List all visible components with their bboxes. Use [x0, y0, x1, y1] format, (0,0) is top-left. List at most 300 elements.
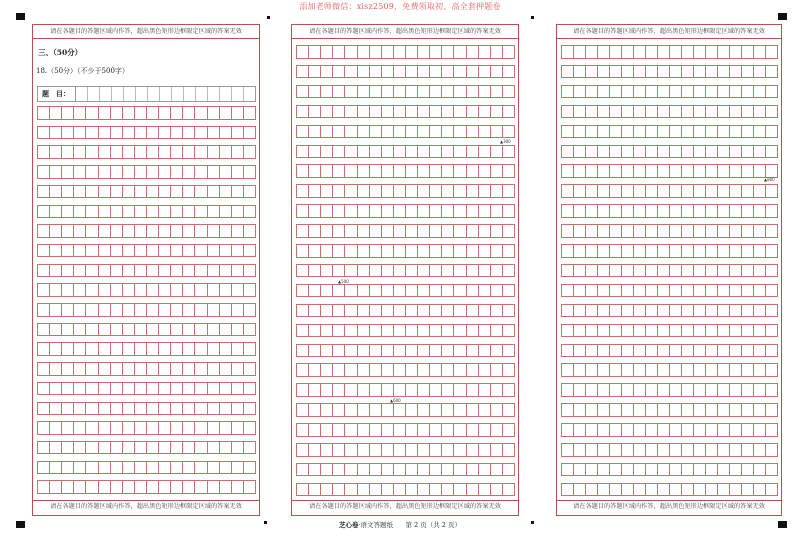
grid-cell[interactable]: [158, 323, 170, 337]
grid-cell[interactable]: [478, 145, 490, 159]
grid-cell[interactable]: [502, 244, 515, 258]
grid-cell[interactable]: [369, 125, 381, 139]
grid-cell[interactable]: [344, 65, 356, 79]
grid-cell[interactable]: [37, 323, 49, 337]
grid-cell[interactable]: [308, 463, 320, 477]
title-cell[interactable]: [124, 87, 136, 101]
grid-cell[interactable]: [441, 105, 453, 119]
grid-cell[interactable]: [110, 323, 122, 337]
grid-cell[interactable]: [490, 304, 502, 318]
grid-cell[interactable]: [693, 45, 705, 59]
grid-cell[interactable]: [502, 324, 515, 338]
grid-cell[interactable]: [478, 304, 490, 318]
grid-cell[interactable]: [207, 402, 219, 416]
grid-cell[interactable]: [243, 342, 256, 356]
grid-cell[interactable]: [705, 324, 717, 338]
grid-cell[interactable]: [182, 421, 194, 435]
grid-cell[interactable]: [453, 363, 465, 377]
grid-cell[interactable]: [729, 145, 741, 159]
grid-cell[interactable]: [621, 224, 633, 238]
grid-cell[interactable]: [219, 480, 231, 494]
grid-cell[interactable]: [645, 483, 657, 497]
grid-cell[interactable]: [231, 362, 243, 376]
grid-cell[interactable]: [573, 164, 585, 178]
grid-cell[interactable]: [609, 443, 621, 457]
grid-cell[interactable]: [393, 383, 405, 397]
grid-cell[interactable]: [405, 304, 417, 318]
grid-cell[interactable]: [219, 303, 231, 317]
grid-cell[interactable]: [585, 284, 597, 298]
grid-cell[interactable]: [296, 363, 308, 377]
title-cell[interactable]: [208, 87, 220, 101]
grid-cell[interactable]: [308, 443, 320, 457]
grid-cell[interactable]: [194, 323, 206, 337]
grid-cell[interactable]: [597, 443, 609, 457]
grid-cell[interactable]: [765, 383, 778, 397]
grid-cell[interactable]: [182, 145, 194, 159]
grid-cell[interactable]: [381, 65, 393, 79]
grid-cell[interactable]: [357, 363, 369, 377]
grid-cell[interactable]: [381, 184, 393, 198]
grid-cell[interactable]: [207, 165, 219, 179]
grid-cell[interactable]: [717, 344, 729, 358]
grid-cell[interactable]: [146, 461, 158, 475]
grid-cell[interactable]: [466, 65, 478, 79]
grid-cell[interactable]: [146, 283, 158, 297]
grid-cell[interactable]: [332, 204, 344, 218]
grid-cell[interactable]: [61, 480, 73, 494]
grid-cell[interactable]: [597, 363, 609, 377]
grid-cell[interactable]: [296, 45, 308, 59]
grid-cell[interactable]: [633, 204, 645, 218]
grid-cell[interactable]: [73, 323, 85, 337]
grid-cell[interactable]: [73, 283, 85, 297]
grid-cell[interactable]: [597, 423, 609, 437]
grid-cell[interactable]: [753, 65, 765, 79]
grid-cell[interactable]: [621, 105, 633, 119]
grid-cell[interactable]: [453, 224, 465, 238]
grid-cell[interactable]: [693, 164, 705, 178]
grid-cell[interactable]: [478, 483, 490, 497]
grid-cell[interactable]: [729, 125, 741, 139]
grid-cell[interactable]: [320, 65, 332, 79]
grid-cell[interactable]: [332, 164, 344, 178]
grid-cell[interactable]: [573, 443, 585, 457]
grid-cell[interactable]: [231, 283, 243, 297]
grid-cell[interactable]: [645, 85, 657, 99]
grid-cell[interactable]: [645, 463, 657, 477]
grid-cell[interactable]: [741, 344, 753, 358]
grid-cell[interactable]: [753, 443, 765, 457]
grid-cell[interactable]: [441, 344, 453, 358]
grid-cell[interactable]: [669, 483, 681, 497]
grid-cell[interactable]: [344, 483, 356, 497]
grid-cell[interactable]: [194, 402, 206, 416]
grid-cell[interactable]: [122, 421, 134, 435]
grid-cell[interactable]: [194, 283, 206, 297]
grid-cell[interactable]: [182, 342, 194, 356]
grid-cell[interactable]: [466, 184, 478, 198]
grid-cell[interactable]: [231, 382, 243, 396]
grid-cell[interactable]: [429, 244, 441, 258]
grid-cell[interactable]: [490, 204, 502, 218]
grid-cell[interactable]: [585, 264, 597, 278]
grid-cell[interactable]: [657, 443, 669, 457]
grid-cell[interactable]: [478, 284, 490, 298]
grid-cell[interactable]: [194, 342, 206, 356]
grid-cell[interactable]: [609, 264, 621, 278]
grid-cell[interactable]: [681, 443, 693, 457]
grid-cell[interactable]: [308, 125, 320, 139]
grid-cell[interactable]: [381, 423, 393, 437]
grid-cell[interactable]: [669, 45, 681, 59]
grid-cell[interactable]: [85, 461, 97, 475]
grid-cell[interactable]: [669, 184, 681, 198]
grid-cell[interactable]: [85, 283, 97, 297]
grid-cell[interactable]: [585, 85, 597, 99]
grid-cell[interactable]: [85, 382, 97, 396]
grid-cell[interactable]: [357, 224, 369, 238]
grid-cell[interactable]: [110, 283, 122, 297]
grid-cell[interactable]: [429, 184, 441, 198]
grid-cell[interactable]: [573, 184, 585, 198]
grid-cell[interactable]: [98, 441, 110, 455]
grid-cell[interactable]: [405, 145, 417, 159]
grid-cell[interactable]: [194, 303, 206, 317]
grid-cell[interactable]: [344, 363, 356, 377]
grid-cell[interactable]: [729, 363, 741, 377]
grid-cell[interactable]: [657, 85, 669, 99]
grid-cell[interactable]: [441, 65, 453, 79]
grid-cell[interactable]: [453, 125, 465, 139]
grid-cell[interactable]: [320, 363, 332, 377]
grid-cell[interactable]: [296, 65, 308, 79]
grid-cell[interactable]: [441, 204, 453, 218]
grid-cell[interactable]: [693, 105, 705, 119]
grid-cell[interactable]: [320, 403, 332, 417]
grid-cell[interactable]: [669, 145, 681, 159]
grid-cell[interactable]: [231, 165, 243, 179]
grid-cell[interactable]: [296, 324, 308, 338]
grid-cell[interactable]: [502, 105, 515, 119]
grid-cell[interactable]: [717, 403, 729, 417]
grid-cell[interactable]: [49, 185, 61, 199]
grid-cell[interactable]: [466, 264, 478, 278]
grid-cell[interactable]: [158, 362, 170, 376]
grid-cell[interactable]: [681, 45, 693, 59]
grid-cell[interactable]: [85, 224, 97, 238]
grid-cell[interactable]: [393, 443, 405, 457]
grid-cell[interactable]: [405, 423, 417, 437]
grid-cell[interactable]: [741, 244, 753, 258]
grid-cell[interactable]: [98, 402, 110, 416]
grid-cell[interactable]: [146, 145, 158, 159]
grid-cell[interactable]: [657, 284, 669, 298]
grid-cell[interactable]: [393, 403, 405, 417]
grid-cell[interactable]: [332, 244, 344, 258]
grid-cell[interactable]: [332, 105, 344, 119]
grid-cell[interactable]: [61, 145, 73, 159]
grid-cell[interactable]: [73, 145, 85, 159]
grid-cell[interactable]: [466, 224, 478, 238]
grid-cell[interactable]: [170, 126, 182, 140]
grid-cell[interactable]: [134, 480, 146, 494]
grid-cell[interactable]: [585, 304, 597, 318]
grid-cell[interactable]: [597, 324, 609, 338]
grid-cell[interactable]: [296, 224, 308, 238]
grid-cell[interactable]: [417, 284, 429, 298]
grid-cell[interactable]: [478, 423, 490, 437]
title-cell[interactable]: [232, 87, 244, 101]
grid-cell[interactable]: [296, 483, 308, 497]
grid-cell[interactable]: [393, 244, 405, 258]
grid-cell[interactable]: [561, 105, 573, 119]
grid-cell[interactable]: [134, 461, 146, 475]
grid-cell[interactable]: [110, 106, 122, 120]
grid-cell[interactable]: [621, 423, 633, 437]
grid-cell[interactable]: [417, 363, 429, 377]
grid-cell[interactable]: [693, 443, 705, 457]
grid-cell[interactable]: [753, 184, 765, 198]
grid-cell[interactable]: [478, 85, 490, 99]
grid-cell[interactable]: [502, 284, 515, 298]
grid-cell[interactable]: [146, 480, 158, 494]
grid-cell[interactable]: [344, 324, 356, 338]
grid-cell[interactable]: [669, 164, 681, 178]
grid-cell[interactable]: [633, 423, 645, 437]
grid-cell[interactable]: [765, 224, 778, 238]
grid-cell[interactable]: [585, 344, 597, 358]
grid-cell[interactable]: [657, 145, 669, 159]
grid-cell[interactable]: [332, 423, 344, 437]
grid-cell[interactable]: [243, 264, 256, 278]
grid-cell[interactable]: [621, 164, 633, 178]
grid-cell[interactable]: [381, 363, 393, 377]
grid-cell[interactable]: [490, 284, 502, 298]
grid-cell[interactable]: [357, 304, 369, 318]
grid-cell[interactable]: [693, 204, 705, 218]
grid-cell[interactable]: [122, 224, 134, 238]
grid-cell[interactable]: [429, 145, 441, 159]
grid-cell[interactable]: [609, 244, 621, 258]
grid-cell[interactable]: [110, 303, 122, 317]
grid-cell[interactable]: [37, 382, 49, 396]
grid-cell[interactable]: [478, 383, 490, 397]
grid-cell[interactable]: [693, 344, 705, 358]
grid-cell[interactable]: [741, 304, 753, 318]
grid-cell[interactable]: [478, 224, 490, 238]
grid-cell[interactable]: [357, 284, 369, 298]
title-cell[interactable]: [100, 87, 112, 101]
grid-cell[interactable]: [296, 383, 308, 397]
grid-cell[interactable]: [61, 382, 73, 396]
grid-cell[interactable]: [37, 126, 49, 140]
grid-cell[interactable]: [561, 164, 573, 178]
grid-cell[interactable]: [417, 443, 429, 457]
grid-cell[interactable]: [296, 184, 308, 198]
grid-cell[interactable]: [98, 244, 110, 258]
grid-cell[interactable]: [561, 45, 573, 59]
grid-cell[interactable]: [429, 204, 441, 218]
grid-cell[interactable]: [308, 45, 320, 59]
grid-cell[interactable]: [478, 65, 490, 79]
grid-cell[interactable]: [693, 244, 705, 258]
grid-cell[interactable]: [170, 441, 182, 455]
grid-cell[interactable]: [170, 382, 182, 396]
grid-cell[interactable]: [61, 244, 73, 258]
grid-cell[interactable]: [705, 164, 717, 178]
grid-cell[interactable]: [158, 342, 170, 356]
grid-cell[interactable]: [645, 204, 657, 218]
grid-cell[interactable]: [369, 403, 381, 417]
grid-cell[interactable]: [681, 85, 693, 99]
grid-cell[interactable]: [429, 463, 441, 477]
grid-cell[interactable]: [645, 224, 657, 238]
grid-cell[interactable]: [585, 363, 597, 377]
grid-cell[interactable]: [37, 342, 49, 356]
grid-cell[interactable]: [73, 480, 85, 494]
grid-cell[interactable]: [219, 224, 231, 238]
grid-cell[interactable]: [717, 304, 729, 318]
grid-cell[interactable]: [320, 164, 332, 178]
grid-cell[interactable]: [122, 165, 134, 179]
grid-cell[interactable]: [37, 441, 49, 455]
grid-cell[interactable]: [110, 244, 122, 258]
grid-cell[interactable]: [134, 283, 146, 297]
grid-cell[interactable]: [621, 463, 633, 477]
grid-cell[interactable]: [645, 423, 657, 437]
grid-cell[interactable]: [561, 244, 573, 258]
grid-cell[interactable]: [502, 483, 515, 497]
grid-cell[interactable]: [645, 304, 657, 318]
grid-cell[interactable]: [369, 224, 381, 238]
grid-cell[interactable]: [729, 105, 741, 119]
grid-cell[interactable]: [633, 344, 645, 358]
grid-cell[interactable]: [717, 383, 729, 397]
grid-cell[interactable]: [61, 441, 73, 455]
grid-cell[interactable]: [207, 205, 219, 219]
grid-cell[interactable]: [669, 264, 681, 278]
grid-cell[interactable]: [369, 463, 381, 477]
grid-cell[interactable]: [308, 65, 320, 79]
grid-cell[interactable]: [729, 204, 741, 218]
grid-cell[interactable]: [585, 184, 597, 198]
grid-cell[interactable]: [717, 264, 729, 278]
grid-cell[interactable]: [681, 344, 693, 358]
grid-cell[interactable]: [219, 421, 231, 435]
grid-cell[interactable]: [561, 443, 573, 457]
grid-cell[interactable]: [308, 184, 320, 198]
grid-cell[interactable]: [110, 402, 122, 416]
grid-cell[interactable]: [170, 303, 182, 317]
title-cell[interactable]: [136, 87, 148, 101]
grid-cell[interactable]: [393, 184, 405, 198]
grid-cell[interactable]: [705, 264, 717, 278]
grid-cell[interactable]: [693, 184, 705, 198]
grid-cell[interactable]: [219, 402, 231, 416]
grid-cell[interactable]: [753, 105, 765, 119]
grid-cell[interactable]: [585, 105, 597, 119]
grid-cell[interactable]: [502, 423, 515, 437]
grid-cell[interactable]: [158, 402, 170, 416]
grid-cell[interactable]: [207, 362, 219, 376]
grid-cell[interactable]: [645, 45, 657, 59]
title-cell[interactable]: [148, 87, 160, 101]
grid-cell[interactable]: [219, 165, 231, 179]
grid-cell[interactable]: [194, 264, 206, 278]
grid-cell[interactable]: [85, 106, 97, 120]
grid-cell[interactable]: [645, 344, 657, 358]
grid-cell[interactable]: [308, 264, 320, 278]
grid-cell[interactable]: [681, 363, 693, 377]
grid-cell[interactable]: [122, 205, 134, 219]
grid-cell[interactable]: [466, 125, 478, 139]
grid-cell[interactable]: [296, 145, 308, 159]
grid-cell[interactable]: [231, 106, 243, 120]
grid-cell[interactable]: [296, 403, 308, 417]
grid-cell[interactable]: [37, 165, 49, 179]
grid-cell[interactable]: [369, 105, 381, 119]
grid-cell[interactable]: [357, 65, 369, 79]
grid-cell[interactable]: [681, 324, 693, 338]
grid-cell[interactable]: [657, 244, 669, 258]
grid-cell[interactable]: [417, 65, 429, 79]
grid-cell[interactable]: [717, 145, 729, 159]
grid-cell[interactable]: [717, 483, 729, 497]
grid-cell[interactable]: [98, 126, 110, 140]
grid-cell[interactable]: [134, 382, 146, 396]
grid-cell[interactable]: [597, 403, 609, 417]
grid-cell[interactable]: [207, 283, 219, 297]
grid-cell[interactable]: [729, 85, 741, 99]
grid-cell[interactable]: [417, 204, 429, 218]
grid-cell[interactable]: [98, 461, 110, 475]
grid-cell[interactable]: [466, 85, 478, 99]
grid-cell[interactable]: [296, 423, 308, 437]
grid-cell[interactable]: [182, 461, 194, 475]
grid-cell[interactable]: [320, 284, 332, 298]
grid-cell[interactable]: [741, 105, 753, 119]
grid-cell[interactable]: [122, 441, 134, 455]
grid-cell[interactable]: [573, 224, 585, 238]
grid-cell[interactable]: [219, 244, 231, 258]
grid-cell[interactable]: [85, 342, 97, 356]
grid-cell[interactable]: [681, 284, 693, 298]
grid-cell[interactable]: [597, 344, 609, 358]
grid-cell[interactable]: [122, 145, 134, 159]
grid-cell[interactable]: [609, 224, 621, 238]
grid-cell[interactable]: [393, 85, 405, 99]
grid-cell[interactable]: [765, 105, 778, 119]
grid-cell[interactable]: [717, 65, 729, 79]
grid-cell[interactable]: [182, 283, 194, 297]
grid-cell[interactable]: [308, 284, 320, 298]
grid-cell[interactable]: [597, 224, 609, 238]
grid-cell[interactable]: [122, 303, 134, 317]
grid-cell[interactable]: [597, 383, 609, 397]
grid-cell[interactable]: [705, 65, 717, 79]
grid-cell[interactable]: [657, 204, 669, 218]
grid-cell[interactable]: [693, 463, 705, 477]
grid-cell[interactable]: [73, 441, 85, 455]
grid-cell[interactable]: [146, 421, 158, 435]
grid-cell[interactable]: [466, 304, 478, 318]
grid-cell[interactable]: [98, 283, 110, 297]
grid-cell[interactable]: [85, 362, 97, 376]
grid-cell[interactable]: [429, 423, 441, 437]
grid-cell[interactable]: [393, 224, 405, 238]
grid-cell[interactable]: [621, 184, 633, 198]
